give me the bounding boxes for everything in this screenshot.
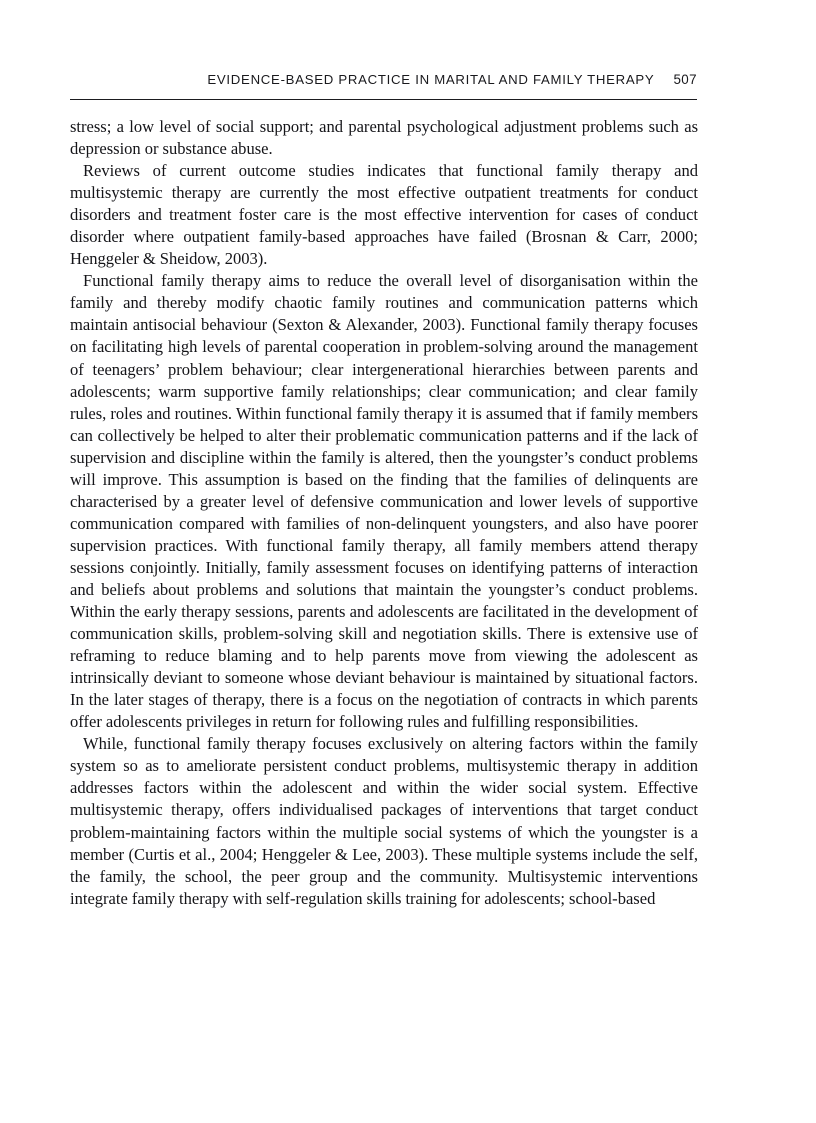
paragraph: stress; a low level of social support; and parental psychological adjustment problems such as depression or substance abuse.	[70, 117, 698, 159]
running-head-title: EVIDENCE-BASED PRACTICE IN MARITAL AND FAMILY THERAPY	[207, 72, 655, 87]
page-number: 507	[673, 72, 697, 87]
paragraph: Functional family therapy aims to reduce the overall level of disorganisation within the family and thereby modify chaotic family routines and communication patterns which maintain antisocial behaviour (Sexton & Alexander, 2003). Functional family therapy focuses on facilitating high levels of parental cooperation in problem-solving around the management of teenagers’ problem behaviour; clear intergenerational hierarchies between parents and adolescents; warm supportive family relationships; clear communication; and clear family rules, roles and routines. Within functional family therapy it is assumed that if family members can collectively be helped to alter their problematic communication patterns and if the lack of supervision and discipline within the family is altered, then the youngster’s conduct problems will improve. This assumption is based on the finding that the families of delinquents are characterised by a greater level of defensive communication and lower levels of supportive communication compared with families of non-delinquent youngsters, and also have poorer supervision practices. With functional family therapy, all family members attend therapy sessions conjointly. Initially, family assessment focuses on identifying patterns of interaction and beliefs about problems and solutions that maintain the youngster’s conduct problems. Within the early therapy sessions, parents and adolescents are facilitated in the development of communication skills, problem-solving skill and negotiation skills. There is extensive use of reframing to reduce blaming and to help parents move from viewing the adolescent as intrinsically deviant to someone whose deviant behaviour is maintained by situational factors. In the later stages of therapy, there is a focus on the negotiation of contracts in which parents offer adolescents privileges in return for following rules and fulfilling responsibilities.	[70, 271, 698, 732]
header-rule	[70, 99, 697, 100]
paragraph: While, functional family therapy focuses exclusively on altering factors within the family system so as to ameliorate persistent conduct problems, multisystemic therapy in addition addresses factors within the adolescent and within the wider social system. Effective multisystemic therapy, offers individualised packages of interventions that target conduct problem-maintaining factors within the multiple social systems of which the youngster is a member (Curtis et al., 2004; Henggeler & Lee, 2003). These multiple systems include the self, the family, the school, the peer group and the community. Multisystemic interventions integrate family therapy with self-regulation skills training for adolescents; school-based	[70, 734, 698, 908]
running-head	[70, 72, 697, 87]
paragraph: Reviews of current outcome studies indicates that functional family therapy and multisystemic therapy are currently the most effective outpatient treatments for conduct disorders and treatment foster care is the most effective intervention for cases of conduct disorder where outpatient family-based approaches have failed (Brosnan & Carr, 2000; Henggeler & Sheidow, 2003).	[70, 161, 698, 269]
body-text-column	[70, 116, 698, 910]
